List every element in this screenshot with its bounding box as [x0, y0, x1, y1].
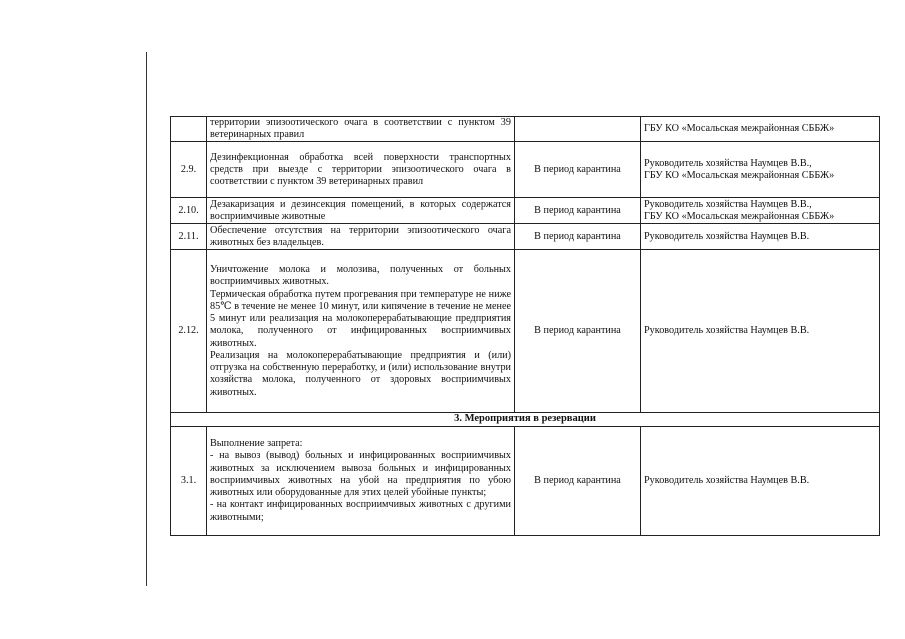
responsible-party	[641, 117, 880, 142]
responsible-party	[641, 427, 880, 536]
table-row	[171, 198, 880, 224]
responsible-line: Руководитель хозяйства Наумцев В.В.	[644, 474, 810, 486]
measure-period	[515, 117, 641, 142]
table-row	[171, 117, 880, 142]
row-number: 2.9.	[171, 142, 207, 198]
section-title: 3. Мероприятия в резервации	[171, 413, 880, 427]
measure-text: территории эпизоотического очага в соответствии с пунктом 39 ветеринарных правил	[210, 117, 511, 141]
measure-text: Выполнение запрета:	[210, 438, 303, 450]
measure-description	[207, 250, 515, 413]
measure-description	[207, 224, 515, 250]
measure-text: Уничтожение молока и молозива, полученных от больных восприимчивых животных.	[210, 264, 511, 288]
table-row	[171, 224, 880, 250]
responsible-line: Руководитель хозяйства Наумцев В.В.	[644, 230, 810, 242]
quarantine-measures-table	[170, 116, 880, 536]
measure-period: В период карантина	[515, 224, 641, 250]
responsible-party	[641, 224, 880, 250]
responsible-line: ГБУ КО «Мосальская межрайонная СББЖ»	[644, 210, 835, 222]
page-margin-line	[146, 52, 147, 586]
table-row	[171, 250, 880, 413]
measure-text: Реализация на молокоперерабатывающие предприятия и (или) отгрузка на собственную переработку, и (или) использование внутри хозяйства молока, полученного от здоровых восприимчивых животных.	[210, 349, 511, 398]
section-header-row	[171, 413, 880, 427]
responsible-line: ГБУ КО «Мосальская межрайонная СББЖ»	[644, 123, 835, 135]
measure-text: Термическая обработка путем прогревания при температуре не ниже 85℃ в течение не менее 10 минут, или кипячение в течение не менее 5 минут или реализация на молокоперерабатывающие предприятия молока, полученного от инфицированных восприимчивых животных.	[210, 288, 511, 349]
measure-period: В период карантина	[515, 250, 641, 413]
responsible-party	[641, 250, 880, 413]
table-row	[171, 427, 880, 536]
row-number	[171, 117, 207, 142]
measure-description	[207, 142, 515, 198]
measure-text: Обеспечение отсутствия на территории эпизоотического очага животных без владельцев.	[210, 224, 511, 248]
responsible-line: Руководитель хозяйства Наумцев В.В.,	[644, 198, 812, 210]
measure-text: Дезинфекционная обработка всей поверхности транспортных средств при выезде с территории эпизоотического очага в соответствии с пунктом 39 ветеринарных правил	[210, 151, 511, 188]
row-number: 2.11.	[171, 224, 207, 250]
measure-description	[207, 117, 515, 142]
measure-description	[207, 427, 515, 536]
responsible-line: Руководитель хозяйства Наумцев В.В.,	[644, 157, 812, 169]
responsible-line: Руководитель хозяйства Наумцев В.В.	[644, 325, 810, 337]
measure-text: - на контакт инфицированных восприимчивых животных с другими животными;	[210, 499, 511, 523]
row-number: 2.10.	[171, 198, 207, 224]
row-number: 3.1.	[171, 427, 207, 536]
measure-text: Дезакаризация и дезинсекция помещений, в которых содержатся восприимчивые животные	[210, 198, 511, 222]
measure-text: - на вывоз (вывод) больных и инфицированных восприимчивых животных за исключением вывоза больных и инфицированных восприимчивых животных на убой на предприятия по убою животных или оборудованные для этих целей убойные пункты;	[210, 450, 511, 499]
measure-period: В период карантина	[515, 198, 641, 224]
measure-period: В период карантина	[515, 142, 641, 198]
measure-period: В период карантина	[515, 427, 641, 536]
responsible-party	[641, 198, 880, 224]
responsible-line: ГБУ КО «Мосальская межрайонная СББЖ»	[644, 169, 835, 181]
table-row	[171, 142, 880, 198]
responsible-party	[641, 142, 880, 198]
row-number: 2.12.	[171, 250, 207, 413]
measure-description	[207, 198, 515, 224]
